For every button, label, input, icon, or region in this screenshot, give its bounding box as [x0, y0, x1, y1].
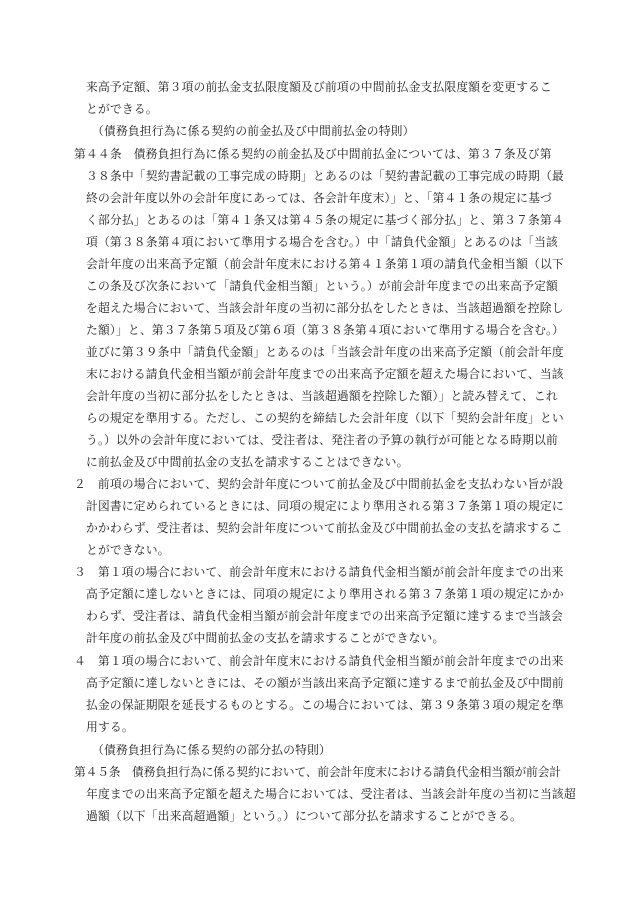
text-line: 項（第３８条第４項において準用する場合を含む。）中「請負代金額」とあるのは「当該: [86, 235, 558, 249]
text-line: 計年度の前払金及び中間前払金の支払を請求することができない。: [86, 631, 445, 645]
article-45-heading: （債務負担行為に係る契約の部分払の特則）: [92, 743, 331, 757]
text-line: ２ 前項の場合において、契約会計年度について前払金及び中間前払金を支払わない旨が設: [74, 477, 564, 491]
article-44-heading: （債務負担行為に係る契約の前金払及び中間前払金の特則）: [92, 124, 415, 138]
text-line: 高予定額に達しないときには、同項の規定により準用される第３７条第１項の規定にかか: [86, 587, 564, 601]
text-line: に前払金及び中間前払金の支払を請求することはできない。: [86, 455, 409, 469]
text-line: 過額（以下「出来高超過額」という。）について部分払を請求することができる。: [86, 809, 522, 823]
text-line: 終の会計年度以外の会計年度にあっては、各会計年度末）」と、「第４１条の規定に基づ: [86, 191, 552, 205]
text-line: 末における請負代金相当額が前会計年度までの出来高予定額を超えた場合において、当該: [86, 367, 564, 381]
text-line: 高予定額に達しないときには、その額が当該出来高予定額に達するまで前払金及び中間前: [86, 676, 564, 690]
text-line: 払金の保証期限を延長するものとする。この場合においては、第３９条第３項の規定を準: [86, 698, 564, 712]
text-line: ３ 第１項の場合において、前会計年度末における請負代金相当額が前会計年度までの出来: [74, 565, 564, 579]
text-line: 来高予定額、第３項の前払金支払限度額及び前項の中間前払金支払限度額を変更するこ: [86, 80, 552, 94]
text-line: 会計年度の当初に部分払をしたときは、当該超過額を控除した額）」と読み替えて、これ: [86, 389, 558, 403]
text-line: 並びに第３９条中「請負代金額」とあるのは「当該会計年度の出来高予定額（前会計年度: [86, 345, 564, 359]
text-line: かかわらず、受注者は、契約会計年度について前払金及び中間前払金の支払を請求するこ: [86, 521, 563, 535]
text-line: を超えた場合において、当該会計年度の当初に部分払をしたときは、当該超過額を控除し: [86, 301, 564, 315]
text-line: 用する。: [86, 720, 134, 734]
text-line: とができる。: [86, 102, 158, 116]
text-line: わらず、受注者は、請負代金相当額が前会計年度までの出来高予定額に達するまで当該会: [86, 609, 563, 623]
text-line: ４ 第１項の場合において、前会計年度末における請負代金相当額が前会計年度までの出来: [74, 654, 564, 668]
text-line: う。）以外の会計年度においては、受注者は、発注者の予算の執行が可能となる時期以前: [86, 433, 558, 447]
text-line: 計図書に定められているときには、同項の規定により準用される第３７条第１項の規定に: [86, 499, 564, 513]
text-line: ３８条中「契約書記載の工事完成の時期」とあるのは「契約書記載の工事完成の時期（最: [86, 169, 564, 183]
text-line: 第４４条 債務負担行為に係る契約の前金払及び中間前払金については、第３７条及び第: [74, 147, 552, 161]
text-line: た額）」と、第３７条第５項及び第６項（第３８条第４項において準用する場合を含む。）: [86, 323, 565, 337]
text-line: 年度までの出来高予定額を超えた場合においては、受注者は、当該会計年度の当初に当該超: [86, 787, 576, 801]
text-line: とができない。: [86, 543, 170, 557]
text-line: 第４５条 債務負担行為に係る契約において、前会計年度末における請負代金相当額が前会計: [74, 765, 561, 779]
text-line: この条及び次条において「請負代金相当額」という。）が前会計年度までの出来高予定額: [86, 279, 558, 293]
text-line: 会計年度の出来高予定額（前会計年度末における第４１条第１項の請負代金相当額（以下: [86, 257, 564, 271]
text-line: く部分払」とあるのは「第４１条又は第４５条の規定に基づく部分払」と、第３７条第４: [86, 213, 564, 227]
text-line: らの規定を準用する。ただし、この契約を締結した会計年度（以下「契約会計年度」とい: [86, 411, 564, 425]
